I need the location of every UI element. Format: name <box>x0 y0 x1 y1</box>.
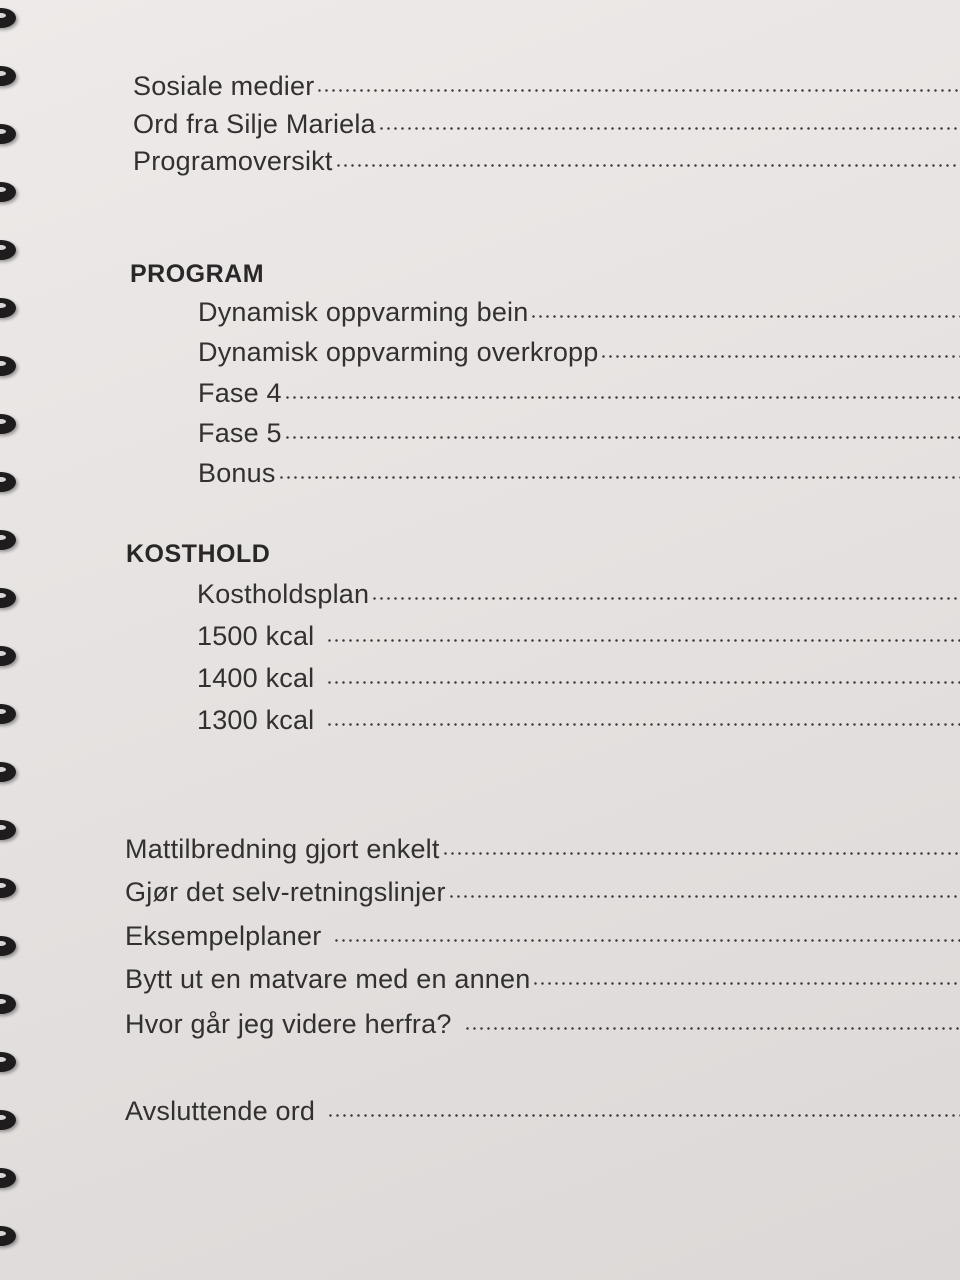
binding-ring <box>0 472 16 492</box>
toc-entry-fase-5[interactable] <box>198 413 960 453</box>
dot-leader <box>448 895 960 898</box>
binding-ring <box>0 66 16 86</box>
dot-leader <box>464 1027 960 1030</box>
toc-entry-label: Bonus <box>198 458 276 488</box>
toc-entry-hvor-gar-jeg-videre-herfra[interactable] <box>125 1004 960 1044</box>
toc-entry-bytt-ut-en-matvare[interactable] <box>125 959 960 999</box>
binding-ring <box>0 994 16 1014</box>
binding-ring <box>0 646 16 666</box>
toc-entry-label: Fase 4 <box>198 378 282 408</box>
toc-entry-label: 1400 kcal <box>197 663 315 693</box>
toc-entry-label: Eksempelplaner <box>125 921 322 951</box>
binding-ring <box>0 1226 16 1246</box>
dot-leader <box>326 639 960 642</box>
toc-entry-label: Programoversikt <box>133 146 333 176</box>
binding-ring <box>0 820 16 840</box>
toc-entry-fase-4[interactable] <box>198 373 960 413</box>
binding-ring <box>0 588 16 608</box>
toc-entry-1300-kcal[interactable] <box>197 700 960 740</box>
binding-ring <box>0 1110 16 1130</box>
toc-entry-label: Bytt ut en matvare med en annen <box>125 964 531 994</box>
dot-leader <box>284 436 960 439</box>
dot-leader <box>530 315 960 318</box>
dot-leader <box>600 355 960 358</box>
binding-ring <box>0 124 16 144</box>
section-heading-program: PROGRAM <box>130 260 265 288</box>
toc-entry-ord-fra-silje-mariela[interactable] <box>133 104 960 144</box>
dot-leader <box>442 852 960 855</box>
dot-leader <box>378 127 960 130</box>
binding-ring <box>0 356 16 376</box>
binding-ring <box>0 8 16 28</box>
toc-entry-label: Ord fra Silje Mariela <box>133 109 376 139</box>
toc-entry-avsluttende-ord[interactable] <box>125 1091 960 1131</box>
toc-entry-label: Sosiale medier <box>133 71 315 101</box>
toc-entry-label: 1300 kcal <box>197 705 315 735</box>
binding-ring <box>0 1168 16 1188</box>
toc-entry-label: Dynamisk oppvarming bein <box>198 297 529 327</box>
binding-ring <box>0 878 16 898</box>
toc-entry-mattilbredning-gjort-enkelt[interactable] <box>125 829 960 869</box>
toc-entry-label: Avsluttende ord <box>125 1096 316 1126</box>
toc-entry-label: 1500 kcal <box>197 621 315 651</box>
dot-leader <box>335 164 960 167</box>
toc-entry-gjor-det-selv-retningslinjer[interactable] <box>125 872 960 912</box>
toc-entry-label: Kostholdsplan <box>197 579 370 609</box>
binding-ring <box>0 414 16 434</box>
toc-entry-kostholdsplan[interactable] <box>197 574 960 614</box>
spiral-binding <box>0 0 40 1280</box>
dot-leader <box>326 681 960 684</box>
toc-entry-label: Gjør det selv-retningslinjer <box>125 877 446 907</box>
binding-ring <box>0 182 16 202</box>
dot-leader <box>327 1114 960 1117</box>
dot-leader <box>532 982 960 985</box>
dot-leader <box>333 939 960 942</box>
dot-leader <box>371 597 960 600</box>
toc-entry-sosiale-medier[interactable] <box>133 66 960 106</box>
dot-leader <box>278 476 960 479</box>
toc-entry-eksempelplaner[interactable] <box>125 916 960 956</box>
toc-entry-dynamisk-oppvarming-bein[interactable] <box>198 292 960 332</box>
toc-entry-label: Dynamisk oppvarming overkropp <box>198 337 599 367</box>
toc-entry-dynamisk-oppvarming-overkropp[interactable] <box>198 332 960 372</box>
binding-ring <box>0 704 16 724</box>
toc-entry-1400-kcal[interactable] <box>197 658 960 698</box>
toc-entry-1500-kcal[interactable] <box>197 616 960 656</box>
section-heading-kosthold: KOSTHOLD <box>126 540 271 568</box>
dot-leader <box>316 89 960 92</box>
dot-leader <box>326 723 960 726</box>
toc-entry-programoversikt[interactable] <box>133 141 960 181</box>
toc-entry-label: Mattilbredning gjort enkelt <box>125 834 440 864</box>
binding-ring <box>0 530 16 550</box>
binding-ring <box>0 298 16 318</box>
toc-entry-bonus[interactable] <box>198 453 960 493</box>
binding-ring <box>0 936 16 956</box>
toc-entry-label: Fase 5 <box>198 418 282 448</box>
binding-ring <box>0 762 16 782</box>
binding-ring <box>0 240 16 260</box>
dot-leader <box>284 396 960 399</box>
toc-entry-label: Hvor går jeg videre herfra? <box>125 1009 452 1039</box>
binding-ring <box>0 1052 16 1072</box>
